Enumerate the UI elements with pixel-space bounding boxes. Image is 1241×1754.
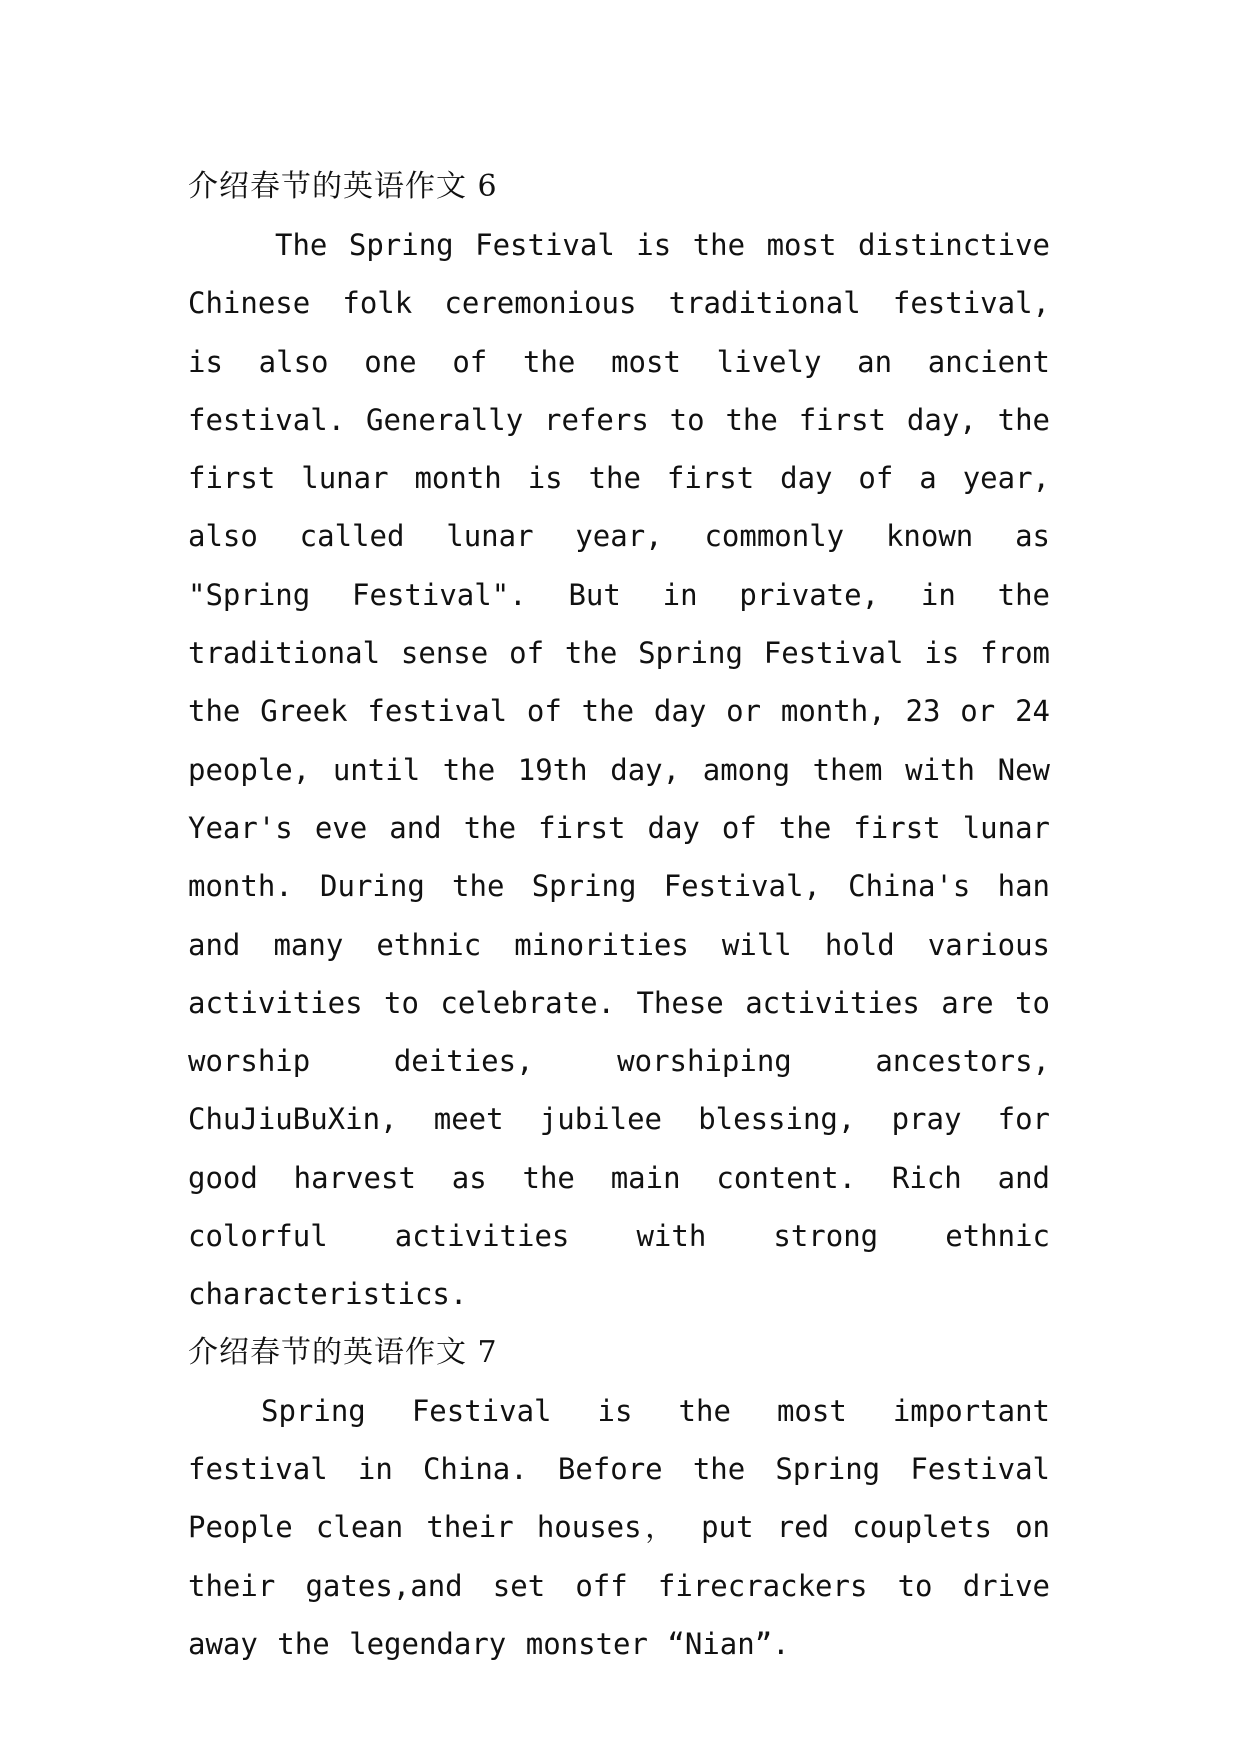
section-paragraph-7: Spring Festival is the most important festival in China. Before the Spring Festival People clean their houses， put red couplets on their gates,and set off firecrackers to drive away the legendary monster “Nian”. (188, 1393, 1050, 1661)
section-paragraph-6: The Spring Festival is the most distinctive Chinese folk ceremonious traditional festival, is also one of the most lively an ancient festival. Generally refers to the first day, the first lunar month is the first day of a year, also called lunar year, commonly known as "Spring Festival". But in private, in the traditional sense of the Spring Festival is from the Greek festival of the day or month, 23 or 24 people, until the 19th day, among them with New Year's eve and the first day of the first lunar month. During the Spring Festival, China's han and many ethnic minorities will hold various activities to celebrate. These activities are to worship deities, worshiping ancestors, ChuJiuBuXin, meet jubilee blessing, pray for good harvest as the main content. Rich and colorful activities with strong ethnic characteristics. (188, 228, 1050, 1312)
section-heading-7: 介绍春节的英语作文 7 (188, 1334, 498, 1370)
document-page (188, 158, 1050, 1673)
section-heading-6: 介绍春节的英语作文 6 (188, 169, 498, 204)
